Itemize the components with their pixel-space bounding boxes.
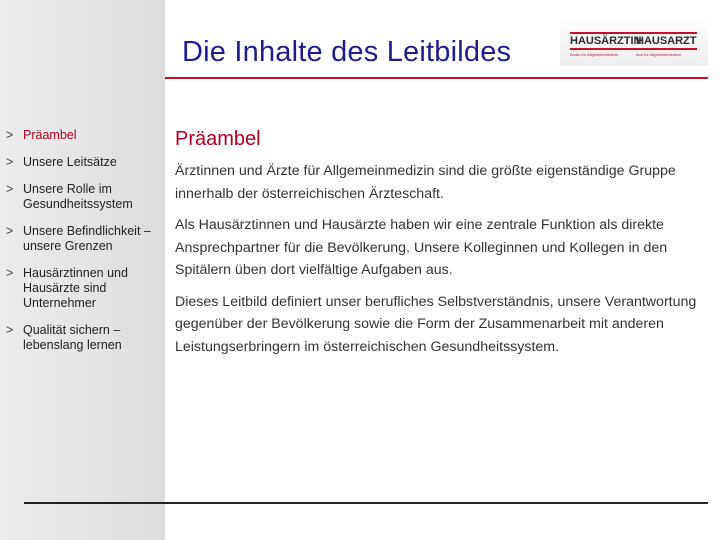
chevron-right-icon: > [6, 323, 14, 337]
nav-item-leitsaetze[interactable] [6, 155, 162, 170]
paragraph: Dieses Leitbild definiert unser berufliches Selbstverständnis, unsere Verantwortung gegenüber der Bevölkerung sowie die Form der Zusammenarbeit mit anderen Leistungserbringern im österreichischen Gesundheitssystem. [175, 293, 697, 355]
nav-item-label: Unsere Leitsätze [23, 155, 117, 169]
logo-word-right: HAUSARZT [636, 32, 697, 50]
chevron-right-icon: > [6, 155, 14, 169]
logo-word-left: HAUSÄRZTIN [570, 32, 642, 50]
nav-item-qualitaet[interactable] [6, 323, 162, 353]
nav-item-label: Unsere Befindlichkeit – unsere Grenzen [23, 224, 151, 253]
chevron-right-icon: > [6, 266, 14, 280]
nav-item-label: Hausärztinnen und Hausärzte sind Unternehmer [23, 266, 128, 310]
paragraph: Ärztinnen und Ärzte für Allgemeinmedizin sind die größte eigenständige Gruppe innerhalb der österreichischen Ärzteschaft. [175, 163, 676, 202]
content-body [175, 160, 705, 367]
nav-item-unternehmer[interactable] [6, 266, 162, 311]
nav-item-rolle[interactable] [6, 182, 162, 212]
paragraph: Als Hausärztinnen und Hausärzte haben wir eine zentrale Funktion als direkte Ansprechpartner für die Bevölkerung. Unsere Kolleginnen und Kollegen in den Spitälern üben dort vielfältige Aufgaben aus. [175, 217, 668, 278]
logo-hausaerztin [570, 32, 642, 57]
hausarzt-logo [560, 16, 708, 66]
nav-item-praeambel[interactable] [6, 128, 162, 143]
logo-hausarzt [636, 32, 697, 57]
chevron-right-icon: > [6, 128, 14, 142]
chevron-right-icon: > [6, 182, 14, 196]
logo-sub-right: Arzt für Allgemeinmedizin [636, 52, 682, 57]
nav-item-befindlichkeit[interactable] [6, 224, 162, 254]
content-heading: Präambel [175, 128, 261, 150]
footer-divider [24, 502, 708, 504]
title-divider [165, 77, 708, 79]
nav-item-label: Unsere Rolle im Gesundheitssystem [23, 182, 133, 211]
slide-title: Die Inhalte des Leitbildes [182, 36, 512, 68]
nav-item-label: Präambel [23, 128, 77, 142]
section-navigation [6, 128, 162, 353]
logo-sub-left: Ärztin für Allgemeinmedizin [570, 52, 619, 57]
nav-item-label: Qualität sichern – lebenslang lernen [23, 323, 122, 352]
chevron-right-icon: > [6, 224, 14, 238]
